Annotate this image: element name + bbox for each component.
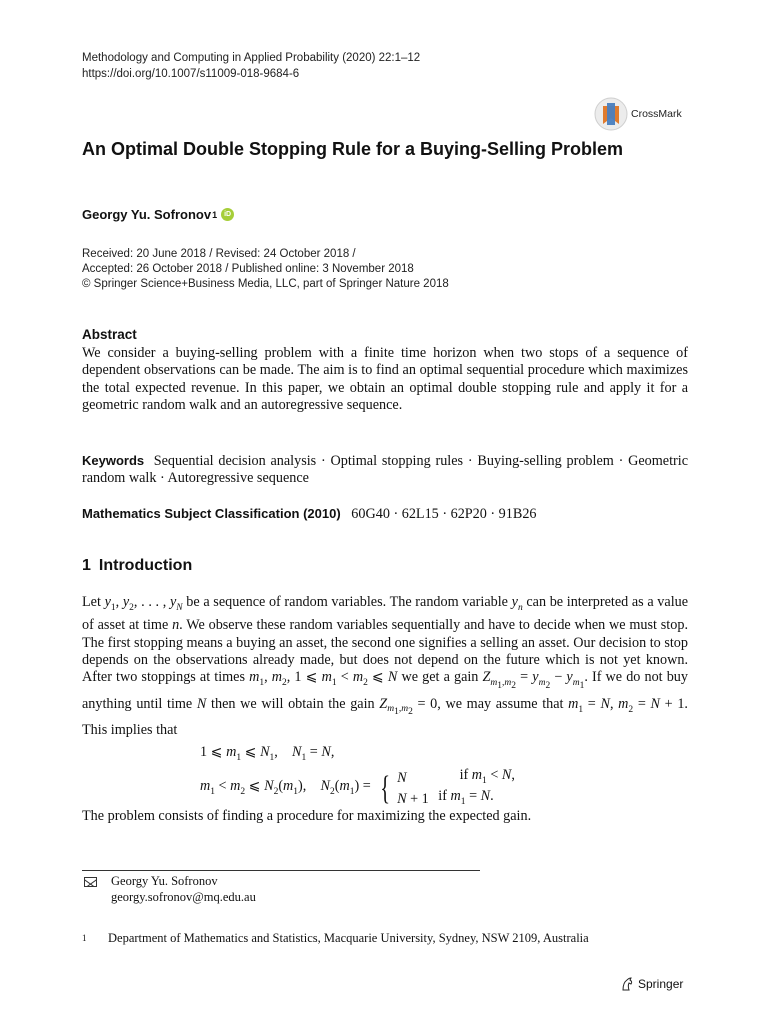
closing-sentence: The problem consists of finding a procedure for maximizing the expected gain.	[82, 808, 532, 824]
section-title: Introduction	[98, 557, 193, 574]
publication-dates	[82, 247, 449, 292]
affiliation-text: Department of Mathematics and Statistics, Macquarie University, Sydney, NSW 2109, Australia	[108, 931, 589, 945]
publisher-name: Springer	[638, 977, 684, 991]
keywords-text: Sequential decision analysis · Optimal stopping rules · Buying-selling problem · Geometric random walk · Autoregressive sequence	[82, 453, 688, 487]
equation-2: $m_1 < m_2$ ⩽ $N_2(m_1)$, $N_2(m_1)$ = { N if $m_1 < N$, N + 1 if $m_1 = N$.	[200, 766, 515, 807]
orcid-icon[interactable]: iD	[221, 208, 234, 221]
journal-header	[82, 50, 420, 82]
section-number: 1	[82, 557, 91, 574]
springer-horse-icon	[620, 976, 634, 992]
author-name: Georgy Yu. Sofronov	[82, 207, 212, 222]
msc-codes: 60G40 · 62L15 · 62P20 · 91B26	[351, 506, 537, 522]
correspondence	[82, 873, 256, 905]
author-line	[82, 207, 234, 222]
envelope-icon	[84, 877, 97, 887]
journal-citation: Methodology and Computing in Applied Probability (2020) 22:1–12	[82, 52, 421, 64]
publisher-logo	[620, 976, 683, 992]
doi-link[interactable]: https://doi.org/10.1007/s11009-018-9684-6	[82, 68, 300, 80]
affiliation	[82, 930, 589, 946]
crossmark-icon	[594, 97, 628, 131]
crossmark-badge[interactable]	[594, 97, 682, 131]
dates-line-2: Accepted: 26 October 2018 / Published online: 3 November 2018	[82, 263, 414, 275]
correspondence-name: Georgy Yu. Sofronov	[111, 874, 218, 888]
author-affil-mark: 1	[212, 209, 218, 220]
article-title: An Optimal Double Stopping Rule for a Buying-Selling Problem	[82, 139, 624, 159]
section-heading	[82, 557, 192, 575]
display-equations	[200, 742, 521, 809]
abstract-heading: Abstract	[82, 327, 137, 342]
copyright-line: © Springer Science+Business Media, LLC, part of Springer Nature 2018	[82, 278, 449, 290]
abstract-body: We consider a buying-selling problem with a finite time horizon when two stops of a sequence of dependent observations can be made. The aim is to find an optimal sequential procedure which maximizes the total expected revenue. In this paper, we obtain an optimal double stopping rule and apply it for a geometric random walk and an autoregressive sequence.	[82, 345, 688, 414]
keywords	[82, 452, 688, 488]
equation-1: 1 ⩽ $m_1$ ⩽ $N_1$, $N_1 = N$,	[200, 744, 335, 763]
dates-line-1: Received: 20 June 2018 / Revised: 24 October 2018 /	[82, 248, 356, 260]
crossmark-label: CrossMark	[631, 108, 682, 120]
msc-label: Mathematics Subject Classification (2010)	[82, 506, 341, 521]
affiliation-mark: 1	[82, 933, 87, 943]
footnote-divider	[82, 870, 480, 871]
keywords-label: Keywords	[82, 453, 145, 468]
msc-classification	[82, 506, 688, 523]
intro-paragraph: Let $y_1$, $y_2$, . . . , $y_N$ be a sequence of random variables. The random variable $y_n$ can be interpreted as a value of asset at time n. We observe these random variables sequentially and have to decide when we must stop. The first stopping means a buying an asset, the second one signifies a selling an asset. Our decision to stop depends on the observations already made, but does not depend on the future which is not yet known. After two stoppings at times $m_1$, $m_2$, 1 ⩽ $m_1 < m_2$ ⩽ N we get a gain $Z_{m_1,m_2} = y_{m_2} - y_{m_1}$. If we do not buy anything until time N then we will obtain the gain $Z_{m_1,m_2} = 0$, we may assume that $m_1 = N$, $m_2 = N + 1$. This implies that	[82, 594, 689, 738]
correspondence-email[interactable]: georgy.sofronov@mq.edu.au	[111, 890, 256, 904]
